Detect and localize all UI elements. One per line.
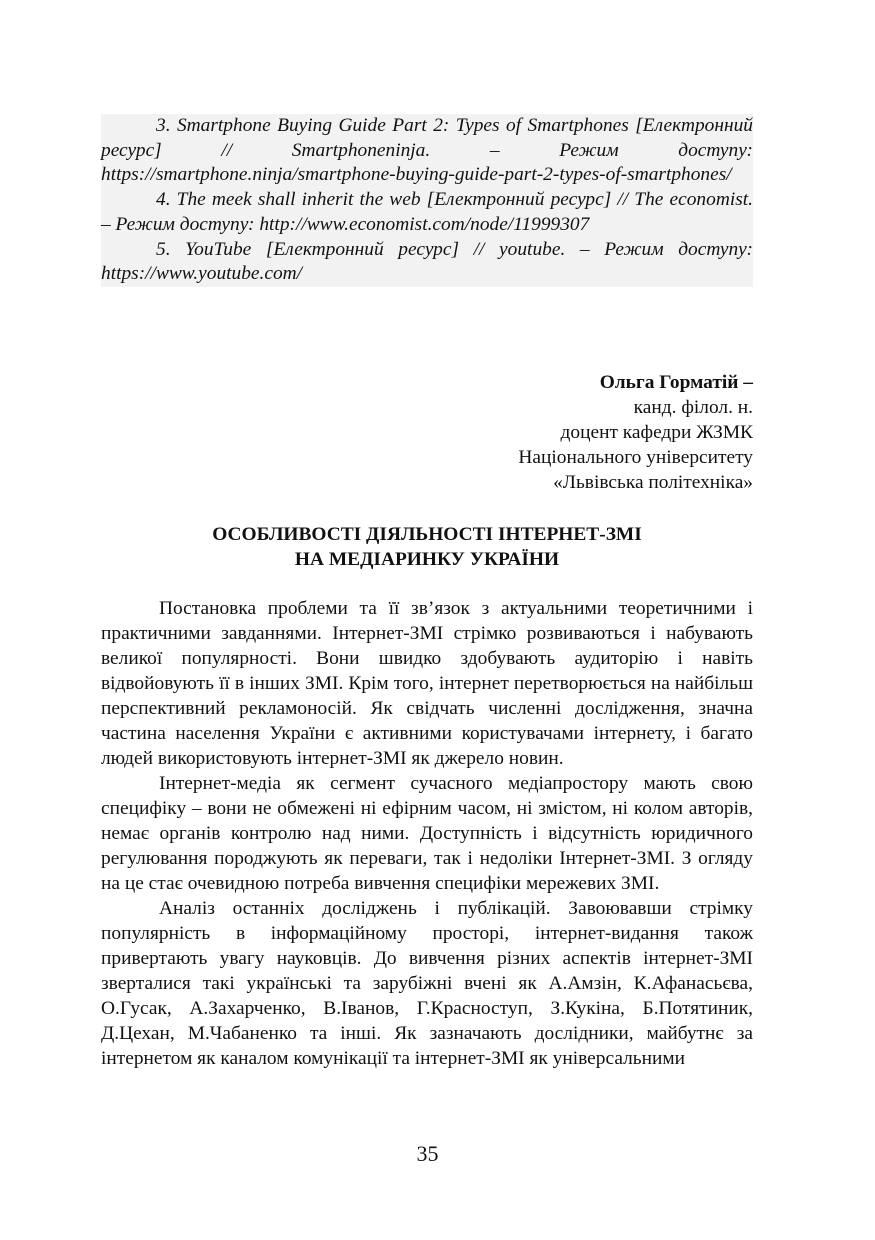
reference-item: 4. The meek shall inherit the web [Електронний ресурс] // The economist. – Режим доступу: http://www.economist.com/node/11999307	[101, 189, 753, 235]
reference-item: 3. Smartphone Buying Guide Part 2: Types of Smartphones [Електронний ресурс] // Smartphoneninja. – Режим доступу: https://smartphone.ninja/smartphone-buying-guide-part-2-types-of-smartphones/	[101, 115, 753, 186]
title-line-1: ОСОБЛИВОСТІ ДІЯЛЬНОСТІ ІНТЕРНЕТ-ЗМІ	[212, 524, 642, 545]
title-line-2: НА МЕДІАРИНКУ УКРАЇНИ	[294, 549, 560, 570]
author-degree: канд. філол. н.	[633, 397, 753, 418]
author-university: Національного університету	[518, 447, 753, 468]
author-university-name: «Львівська політехніка»	[553, 472, 753, 493]
paragraph: Інтернет-медіа як сегмент сучасного медіапростору мають свою специфіку – вони не обмежені ні ефірним часом, ні змістом, ні колом авторів, немає органів контролю над ними. Доступність і відсутність юридичного регулювання породжують як переваги, так і недоліки Інтернет-ЗМІ. З огляду на це стає очевидною потреба вивчення специфіки мережевих ЗМІ.	[101, 773, 753, 894]
paragraph: Аналіз останніх досліджень і публікацій. Завоювавши стрімку популярність в інформаційному просторі, інтернет-видання також привертають увагу науковців. До вивчення різних аспектів інтернет-ЗМІ зверталися такі українські та зарубіжні вчені як А.Амзін, К.Афанасьєва, О.Гусак, А.Захарченко, В.Іванов, Г.Красноступ, З.Кукіна, Б.Потятиник, Д.Цехан, М.Чабаненко та інші. Як зазначають дослідники, майбутнє за інтернетом як каналом комунікації та інтернет-ЗМІ як універсальними	[101, 898, 753, 1069]
paragraph: Постановка проблеми та її зв’язок з актуальними теоретичними і практичними завданнями. Інтернет-ЗМІ стрімко розвиваються і набувають великої популярності. Вони швидко здобувають аудиторію і навіть відвойовують її в інших ЗМІ. Крім того, інтернет перетворюється на найбільш перспективний рекламоносій. Як свідчать численні дослідження, значна частина населення України є активними користувачами інтернету, і багато людей використовують інтернет-ЗМІ як джерело новин.	[101, 598, 753, 769]
reference-item: 5. YouTube [Електронний ресурс] // youtube. – Режим доступу: https://www.youtube.com/	[101, 238, 753, 285]
author-name: Ольга Горматій –	[599, 372, 753, 393]
article-title	[101, 522, 753, 572]
references-block	[101, 114, 753, 287]
page-number: 35	[416, 1141, 439, 1166]
author-position: доцент кафедри ЖЗМК	[560, 422, 753, 443]
author-block	[353, 370, 753, 495]
article-body	[101, 596, 753, 1071]
